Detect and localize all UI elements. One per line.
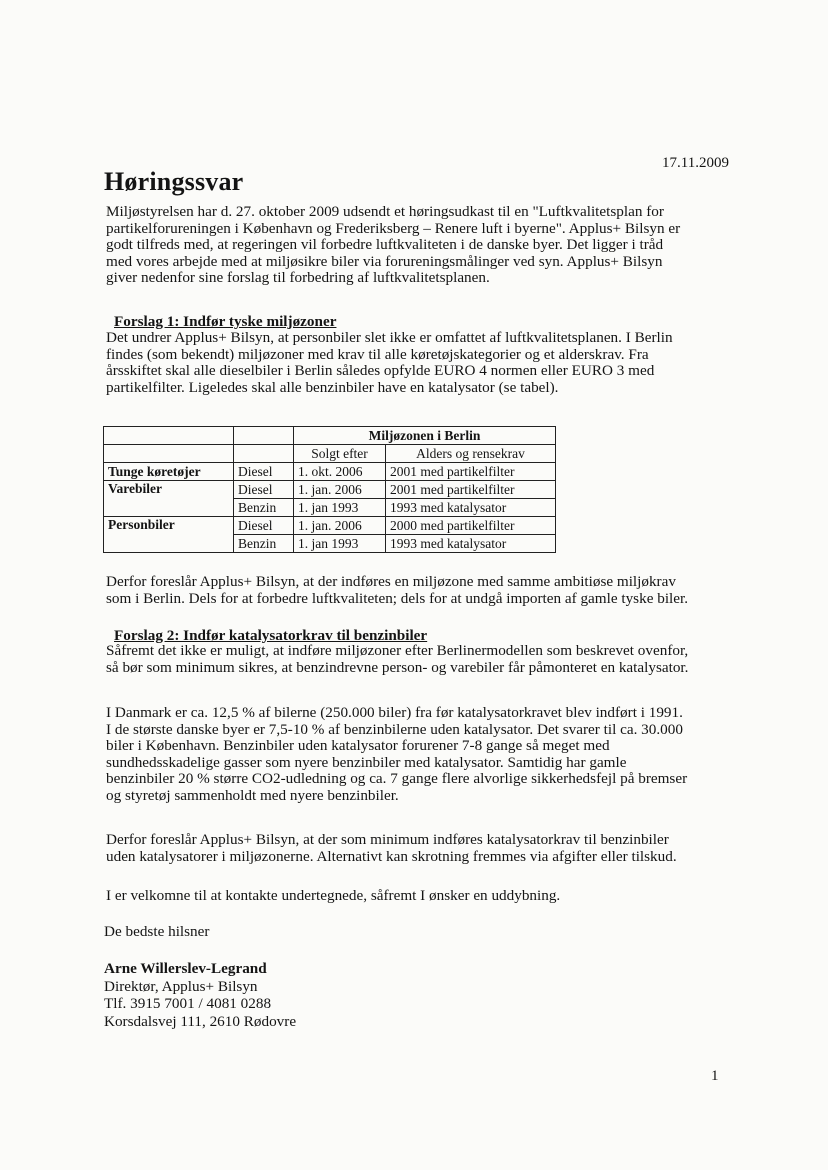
category-cell: Varebiler xyxy=(104,481,234,517)
text-line: Såfremt det ikke er muligt, at indføre miljøzoner efter Berlinermodellen som beskrevet ovenfor, xyxy=(106,642,689,659)
requirement-cell: 2001 med partikelfilter xyxy=(386,481,556,499)
fuel-cell: Diesel xyxy=(234,481,294,499)
table-header-row xyxy=(104,427,556,445)
category-cell: Tunge køretøjer xyxy=(104,463,234,481)
fuel-cell: Benzin xyxy=(234,499,294,517)
fuel-cell: Benzin xyxy=(234,535,294,553)
text-line: Derfor foreslår Applus+ Bilsyn, at der indføres en miljøzone med samme ambitiøse miljøkrav xyxy=(106,573,676,590)
sold-cell: 1. jan 1993 xyxy=(294,499,386,517)
table-cell xyxy=(104,445,234,463)
sold-cell: 1. jan 1993 xyxy=(294,535,386,553)
proposal1-paragraph xyxy=(106,330,732,396)
text-line: I Danmark er ca. 12,5 % af bilerne (250.000 biler) fra før katalysatorkravet blev indført i 1991. xyxy=(106,704,683,721)
fuel-cell: Diesel xyxy=(234,463,294,481)
category-cell: Personbiler xyxy=(104,517,234,553)
text-line: I de største danske byer er 7,5-10 % af benzinbilerne uden katalysator. Det svarer til ca. 30.000 xyxy=(106,720,683,738)
text-line: findes (som bekendt) miljøzoner med krav til alle køretøjskategorier og et alderskrav. Fra xyxy=(106,345,649,363)
text-line: uden katalysatorer i miljøzonerne. Alternativt kan skrotning fremmes via afgifter eller tilskud. xyxy=(106,847,677,865)
requirement-cell: 1993 med katalysator xyxy=(386,535,556,553)
intro-paragraph xyxy=(106,204,732,287)
text-line: med vores arbejde med at miljøsikre biler via forureningsmålinger ved syn. Applus+ Bilsyn xyxy=(106,252,663,270)
signature-block xyxy=(104,960,296,1030)
text-line: som i Berlin. Dels for at forbedre luftkvaliteten; dels for at undgå importen af gamle tyske biler. xyxy=(106,589,689,607)
signature-phone: Tlf. 3915 7001 / 4081 0288 xyxy=(104,995,272,1012)
text-line: biler i København. Benzinbiler uden katalysator forurener 7-8 gange så meget med xyxy=(106,737,610,755)
berlin-environment-zone-table xyxy=(103,426,556,553)
signature-address: Korsdalsvej 111, 2610 Rødovre xyxy=(104,1012,297,1030)
table-header-row xyxy=(104,445,556,463)
page-number: 1 xyxy=(711,1068,719,1084)
requirement-cell: 2000 med partikelfilter xyxy=(386,517,556,535)
text-line: Miljøstyrelsen har d. 27. oktober 2009 udsendt et høringsudkast til en "Luftkvalitetsplan for xyxy=(106,203,664,220)
contact-paragraph xyxy=(106,888,732,905)
text-line: sundhedsskadelige gasser som nyere benzinbiler med katalysator. Samtidig har gamle xyxy=(106,753,627,771)
table-cell xyxy=(234,427,294,445)
table-cell xyxy=(234,445,294,463)
document-date: 17.11.2009 xyxy=(662,155,729,171)
greeting xyxy=(104,924,730,941)
column-header-requirement: Alders og rensekrav xyxy=(386,445,556,463)
text-line: Derfor foreslår Applus+ Bilsyn, at der som minimum indføres katalysatorkrav til benzinbiler xyxy=(106,831,669,848)
text-line: partikelforureningen i København og Frederiksberg – Renere luft i byerne". Applus+ Bilsyn er xyxy=(106,219,681,237)
table-title-cell: Miljøzonen i Berlin xyxy=(294,427,556,445)
denmark-paragraph xyxy=(106,705,732,805)
text-line: årsskiftet skal alle dieselbiler i Berlin således opfylde EURO 4 normen eller EURO 3 med xyxy=(106,362,655,380)
column-header-sold: Solgt efter xyxy=(294,445,386,463)
signature-name: Arne Willerslev-Legrand xyxy=(104,960,267,977)
table-row xyxy=(104,463,556,481)
table-row xyxy=(104,481,556,499)
sold-cell: 1. okt. 2006 xyxy=(294,463,386,481)
document-title: Høringssvar xyxy=(104,167,244,196)
text-line: De bedste hilsner xyxy=(104,923,210,940)
proposal1-heading: Forslag 1: Indfør tyske miljøzoner xyxy=(114,313,337,330)
text-line: benzinbiler 20 % større CO2-udledning og ca. 7 gange flere alvorlige sikkerhedsfejl på bremser xyxy=(106,770,688,788)
text-line: I er velkomne til at kontakte undertegnede, såfremt I ønsker en uddybning. xyxy=(106,887,561,904)
sold-cell: 1. jan. 2006 xyxy=(294,517,386,535)
table-cell xyxy=(104,427,234,445)
after-table-paragraph xyxy=(106,574,732,607)
signature-title: Direktør, Applus+ Bilsyn xyxy=(104,977,258,995)
text-line: Det undrer Applus+ Bilsyn, at personbiler slet ikke er omfattet af luftkvalitetsplanen. I Berlin xyxy=(106,329,673,346)
text-line: så bør som minimum sikres, at benzindrevne person- og varebiler får påmonteret en katalysator. xyxy=(106,658,689,676)
text-line: giver nedenfor sine forslag til forbedring af luftkvalitetsplanen. xyxy=(106,269,490,287)
therefore-paragraph xyxy=(106,832,732,865)
fuel-cell: Diesel xyxy=(234,517,294,535)
table-row xyxy=(104,517,556,535)
requirement-cell: 2001 med partikelfilter xyxy=(386,463,556,481)
text-line: godt tilfreds med, at regeringen vil forbedre luftkvaliteten i de danske byer. Det ligger i tråd xyxy=(106,236,664,254)
proposal2-heading: Forslag 2: Indfør katalysatorkrav til benzinbiler xyxy=(114,627,428,644)
proposal2-paragraph xyxy=(106,643,732,676)
sold-cell: 1. jan. 2006 xyxy=(294,481,386,499)
text-line: og styretøj sammenholdt med nyere benzinbiler. xyxy=(106,786,399,804)
requirement-cell: 1993 med katalysator xyxy=(386,499,556,517)
text-line: partikelfilter. Ligeledes skal alle benzinbiler have en katalysator (se tabel). xyxy=(106,378,559,396)
